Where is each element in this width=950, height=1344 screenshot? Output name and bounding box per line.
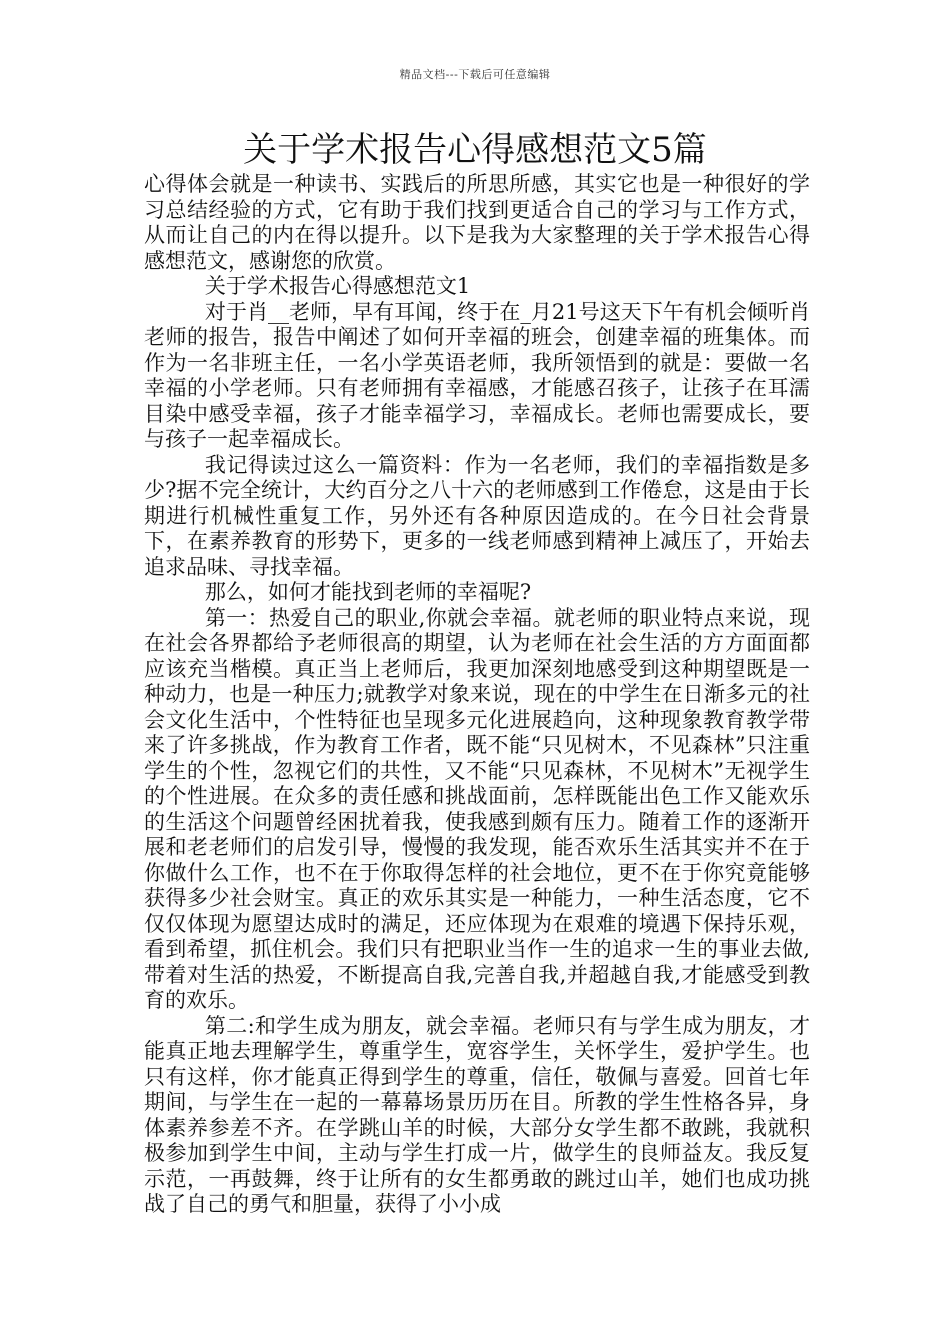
- header-note: 精品文档---下载后可任意编辑: [399, 68, 551, 81]
- body-paragraph: 第二:和学生成为朋友，就会幸福。老师只有与学生成为朋友，才能真正地去理解学生，尊重学生，宽容学生，关怀学生，爱护学生。也只有这样，你才能真正得到学生的尊重，信任，敬佩与喜爱。回首七年期间，与学生在一起的一幕幕场景历历在目。所教的学生性格各异，身体素养参差不齐。在学跳山羊的时候，大部分女学生都不敢跳，我就积极参加到学生中间，主动与学生打成一片，做学生的良师益友。我反复示范，一再鼓舞，终于让所有的女生都勇敢的跳过山羊，她们也成功挑战了自己的勇气和胆量，获得了小小成: [144, 1013, 810, 1216]
- document-body: [144, 172, 810, 1218]
- intro-paragraph: 心得体会就是一种读书、实践后的所思所感，其实它也是一种很好的学习总结经验的方式，它有助于我们找到更适合自己的学习与工作方式，从而让自己的内在得以提升。以下是我为大家整理的关于学术报告心得感想范文，感谢您的欣赏。: [144, 172, 810, 273]
- section-heading: 关于学术报告心得感想范文1: [204, 274, 471, 298]
- body-paragraph: 第一：热爱自己的职业,你就会幸福。就老师的职业特点来说，现在社会各界都给予老师很高的期望，认为老师在社会生活的方方面面都应该充当楷模。真正当上老师后，我更加深刻地感受到这种期望既是一种动力，也是一种压力;就教学对象来说，现在的中学生在日渐多元的社会文化生活中，个性特征也呈现多元化进展趋向，这种现象教育教学带来了许多挑战，作为教育工作者，既不能“只见树木，不见森林”只注重学生的个性，忽视它们的共性，又不能“只见森林，不见树木”无视学生的个性进展。在众多的责任感和挑战面前，怎样既能出色工作又能欢乐的生活这个问题曾经困扰着我，使我感到颇有压力。随着工作的逐渐开展和老老师们的启发引导，慢慢的我发现，能否欢乐生活其实并不在于你做什么工作，也不在于你取得怎样的社会地位，更不在于你究竟能够获得多少社会财宝。真正的欢乐其实是一种能力，一种生活态度，它不仅仅体现为愿望达成时的满足，还应体现为在艰难的境遇下保持乐观，看到希望，抓住机会。我们只有把职业当作一生的追求一生的事业去做,带着对生活的热爱，不断提高自我,完善自我,并超越自我,才能感受到教育的欢乐。: [144, 605, 810, 1012]
- body-paragraph: 对于肖__老师，早有耳闻，终于在_月21号这天下午有机会倾听肖老师的报告，报告中阐述了如何开幸福的班会，创建幸福的班集体。而作为一名非班主任，一名小学英语老师，我所领悟到的就是：要做一名幸福的小学老师。只有老师拥有幸福感，才能感召孩子，让孩子在耳濡目染中感受幸福，孩子才能幸福学习，幸福成长。老师也需要成长，要与孩子一起幸福成长。: [144, 299, 810, 451]
- document-title: 关于学术报告心得感想范文5篇: [243, 130, 707, 170]
- body-paragraph: 我记得读过这么一篇资料：作为一名老师，我们的幸福指数是多少?据不完全统计，大约百分之八十六的老师感到工作倦怠，这是由于长期进行机械性重复工作，另外还有各种原因造成的。在今日社会背景下，在素养教育的形势下，更多的一线老师感到精神上减压了，开始去追求品味、寻找幸福。: [144, 452, 810, 579]
- body-paragraph: 那么，如何才能找到老师的幸福呢?: [204, 580, 532, 604]
